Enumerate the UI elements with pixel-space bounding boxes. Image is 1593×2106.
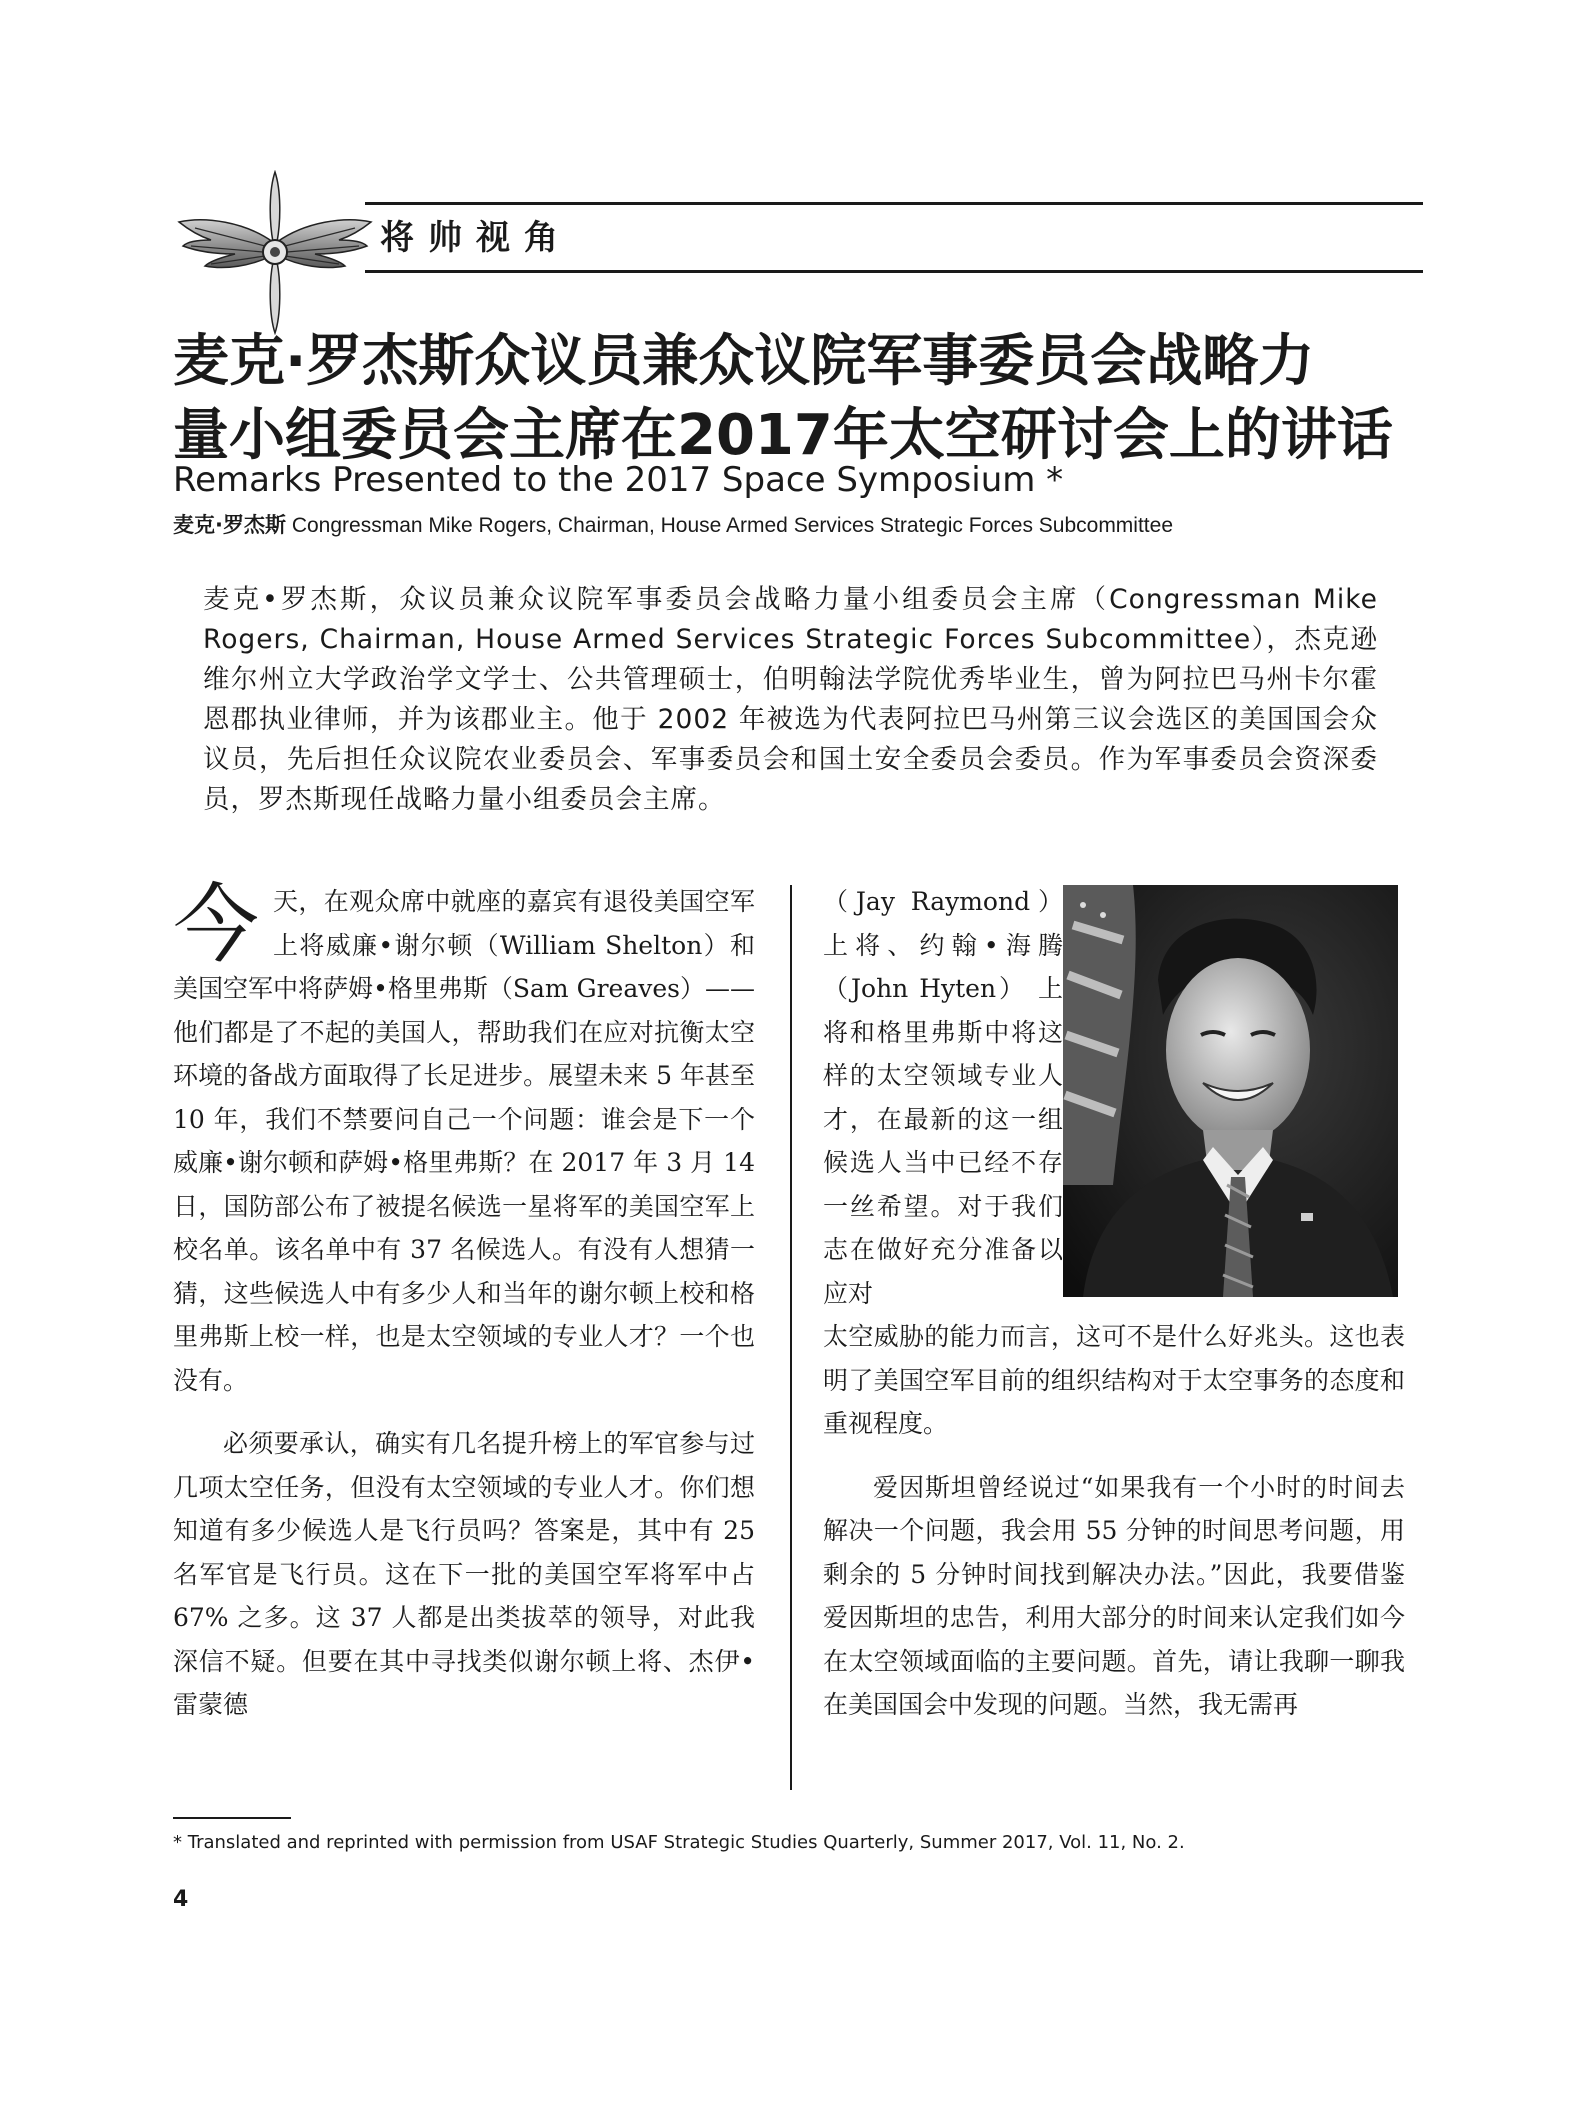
header-rule-bottom: [365, 270, 1423, 273]
body-column-left: [173, 875, 755, 1727]
page-number: 4: [173, 1887, 189, 1912]
dropcap: 今: [173, 875, 259, 975]
byline-author-zh: 麦克·罗杰斯: [173, 513, 286, 537]
footnote: * Translated and reprinted with permission from USAF Strategic Studies Quarterly, Summer 2017, Vol. 11, No. 2.: [173, 1832, 1185, 1853]
body-paragraph-text: 天，在观众席中就座的嘉宾有退役美国空军上将威廉•谢尔顿（William Shelton）和美国空军中将萨姆•格里弗斯（Sam Greaves）——他们都是了不起的美国人，帮助我们在应对抗衡太空环境的备战方面取得了长足进步。展望未来 5 年甚至 10 年，我们不禁要问自己一个问题：谁会是下一个威廉•谢尔顿和萨姆•格里弗斯？在 2017 年 3 月 14 日，国防部公布了被提名候选一星将军的美国空军上校名单。该名单中有 37 名候选人。有没有人想猜一猜，这些候选人中有多少人和当年的谢尔顿上校和格里弗斯上校一样，也是太空领域的专业人才？一个也没有。: [173, 887, 755, 1395]
byline-author-en: Congressman Mike Rogers, Chairman, House Armed Services Strategic Forces Subcommittee: [291, 514, 1173, 537]
article-title-zh-line2: 量小组委员会主席在2017年太空研讨会上的讲话: [173, 403, 1393, 468]
body-paragraph: 必须要承认，确实有几名提升榜上的军官参与过几项太空任务，但没有太空领域的专业人才。你们想知道有多少候选人是飞行员吗？答案是，其中有 25 名军官是飞行员。这在下一批的美国空军将军中占 67% 之多。这 37 人都是出类拔萃的领导，对此我深信不疑。但要在其中寻找类似谢尔顿上将、杰伊•雷蒙德: [173, 1429, 755, 1719]
portrait-with-flag-icon: [1063, 885, 1398, 1297]
byline: [173, 510, 1173, 541]
author-bio: 麦克•罗杰斯，众议员兼众议院军事委员会战略力量小组委员会主席（Congressman Mike Rogers, Chairman, House Armed Services Strategic Forces Subcommittee），杰克逊维尔州立大学政治学文学士、公共管理硕士，伯明翰法学院优秀毕业生，曾为阿拉巴马州卡尔霍恩郡执业律师，并为该郡业主。他于 2002 年被选为代表阿拉巴马州第三议会选区的美国国会众议员，先后担任众议院农业委员会、军事委员会和国土安全委员会委员。作为军事委员会资深委员，罗杰斯现任战略力量小组委员会主席。: [203, 584, 1378, 815]
article-title-zh: [173, 325, 1423, 473]
body-paragraph-wrap: （Jay Raymond） 上将、约翰•海腾（John Hyten） 上将和格里弗斯中将这样的太空领域专业人才，在最新的这一组候选人当中已经不存一丝希望。对于我们志在做好充分准备以应对: [823, 887, 1063, 1308]
header-rule-top: [365, 202, 1423, 205]
section-label: 将帅视角: [380, 218, 572, 258]
footnote-rule: [173, 1817, 291, 1819]
hap-arnold-wings-emblem-icon: [175, 170, 375, 335]
body-paragraph: [173, 875, 755, 1402]
article-title-en: Remarks Presented to the 2017 Space Symposium *: [173, 460, 1064, 500]
article-title-zh-line1: 麦克·罗杰斯众议员兼众议院军事委员会战略力: [173, 329, 1315, 394]
column-divider: [790, 885, 792, 1790]
body-paragraph: 爱因斯坦曾经说过“如果我有一个小时的时间去解决一个问题，我会用 55 分钟的时间思考问题，用剩余的 5 分钟时间找到解决办法。”因此，我要借鉴爱因斯坦的忠告，利用大部分的时间来认定我们如今在太空领域面临的主要问题。首先，请让我聊一聊我在美国国会中发现的问题。当然，我无需再: [823, 1472, 1405, 1719]
author-portrait: [1063, 885, 1398, 1297]
body-paragraph: 太空威胁的能力而言，这可不是什么好兆头。这也表明了美国空军目前的组织结构对于太空事务的态度和重视程度。: [823, 1322, 1405, 1438]
